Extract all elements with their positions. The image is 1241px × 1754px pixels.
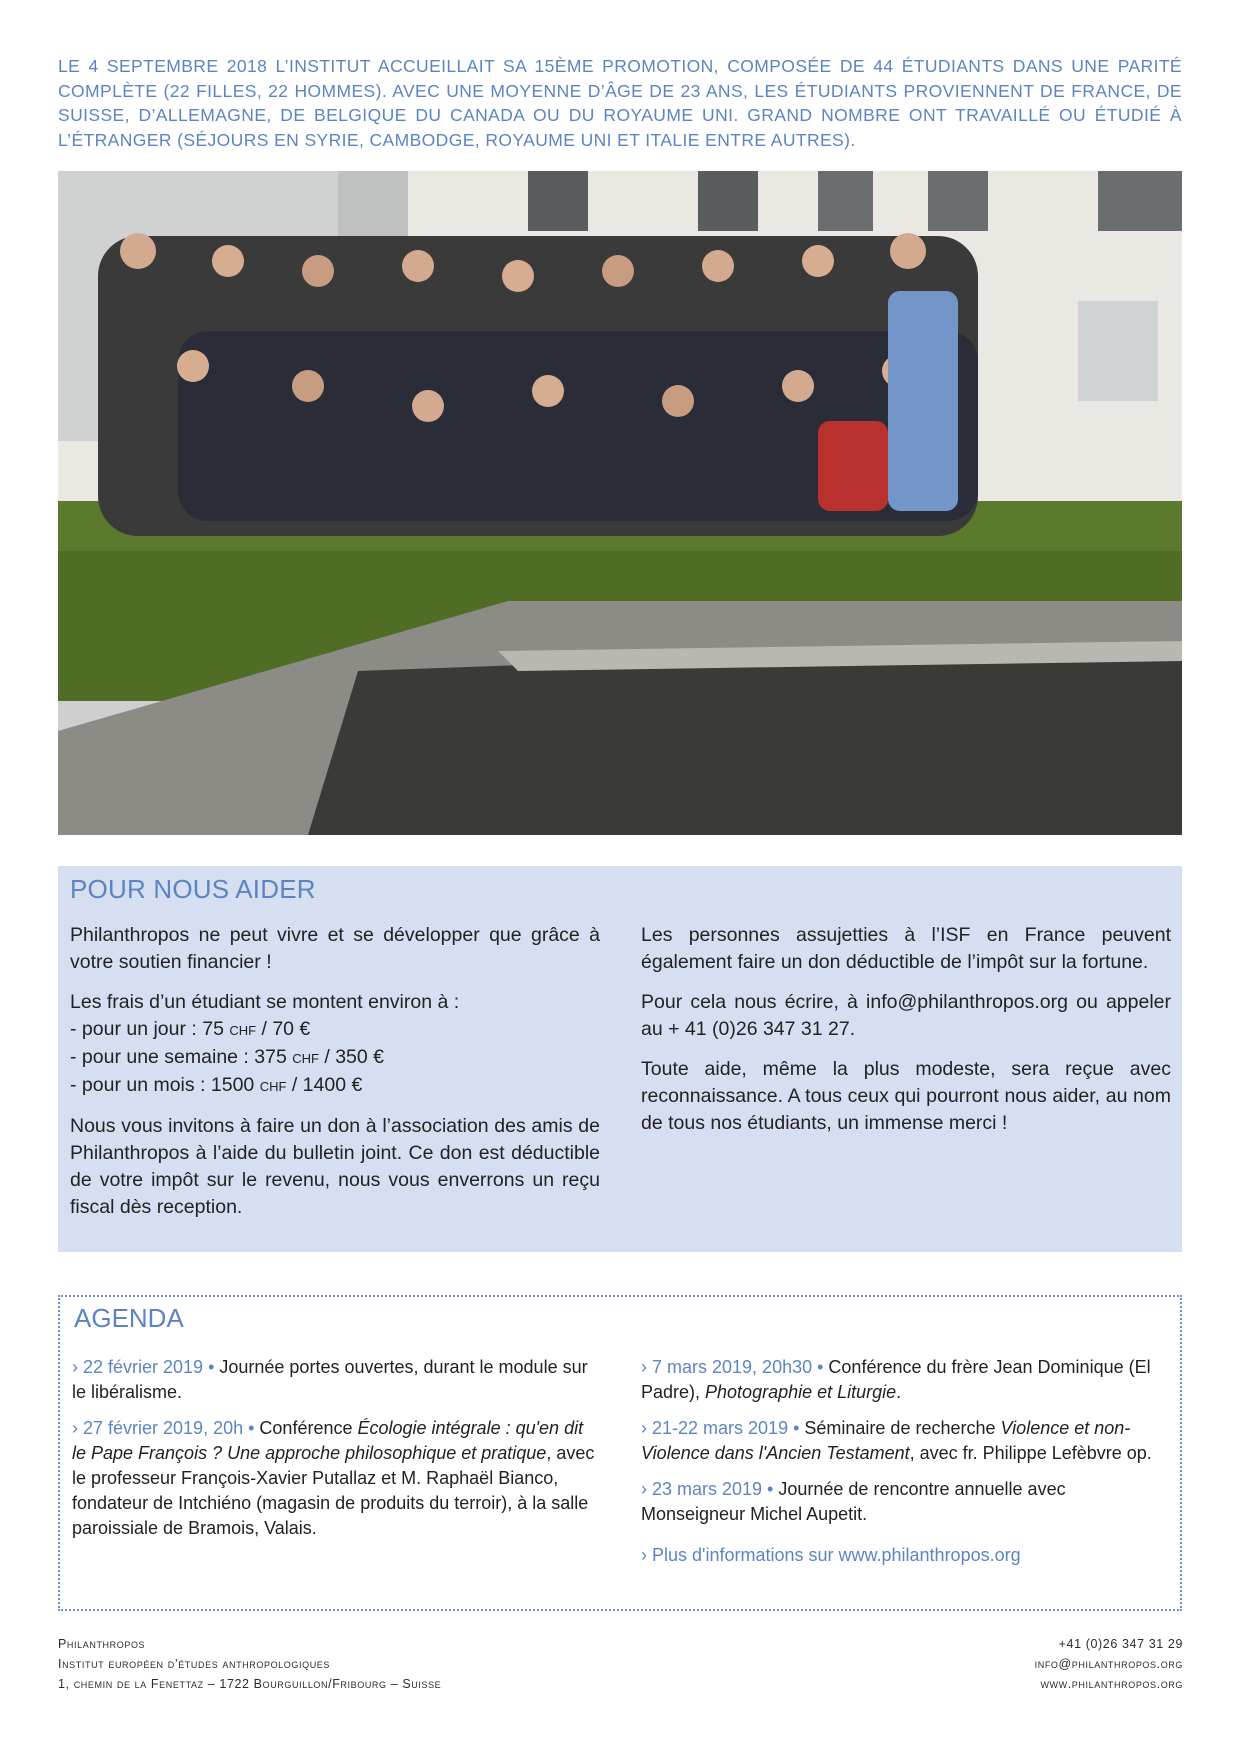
cost-month-label: - pour un mois :	[70, 1074, 211, 1096]
cost-month-chf-unit: CHF	[259, 1079, 287, 1094]
agenda-item	[641, 1416, 1171, 1466]
cost-day-eur: / 70 €	[256, 1018, 311, 1040]
more-info-link[interactable]: › Plus d'informations sur www.philanthropos.org	[641, 1545, 1021, 1565]
agenda-item	[72, 1355, 602, 1405]
agenda-title: AGENDA	[74, 1303, 184, 1333]
isf-paragraph: Les personnes assujetties à l’ISF en France peuvent également faire un don déductible de l’impôt sur la fortune.	[641, 924, 1171, 973]
agenda-text: Conférence du frère Jean Dominique (El Padre),	[641, 1357, 1151, 1402]
donation-right-column	[641, 922, 1171, 1150]
donation-box	[58, 866, 1182, 1252]
footer-phone: +41 (0)26 347 31 29	[1058, 1637, 1183, 1651]
contact-paragraph: Pour cela nous écrire, à info@philanthropos.org ou appeler au + 41 (0)26 347 31 27.	[641, 991, 1171, 1040]
agenda-text: , avec le professeur François-Xavier Putallaz et M. Raphaël Bianco, fondateur de Intchiéno (magasin de produits du terroir), à la salle paroissiale de Bramois, Valais.	[72, 1443, 595, 1538]
cost-month-eur: / 1400 €	[286, 1074, 363, 1096]
cost-day-label: - pour un jour :	[70, 1018, 203, 1040]
agenda-event-title: Écologie intégrale : qu'en dit le Pape François ? Une approche philosophique et pratique	[72, 1418, 584, 1463]
footer-address-block	[58, 1634, 441, 1694]
agenda-text: .	[896, 1382, 902, 1402]
cost-week-chf: 375	[254, 1046, 293, 1068]
agenda-text: Journée de rencontre annuelle avec Monseigneur Michel Aupetit.	[641, 1479, 1066, 1524]
cost-week-chf-unit: CHF	[292, 1051, 319, 1066]
agenda-date: › 7 mars 2019, 20h30 •	[641, 1357, 824, 1377]
agenda-text: Conférence	[254, 1418, 358, 1438]
donation-left-column	[70, 922, 600, 1234]
thanks-paragraph: Toute aide, même la plus modeste, sera reçue avec reconnaissance. A tous ceux qui pourront nous aider, au nom de tous nos étudiants, un immense merci !	[641, 1058, 1171, 1134]
agenda-event-title: Photographie et Liturgie	[705, 1382, 897, 1402]
footer-address: 1, chemin de la Fenettaz – 1722 Bourguillon/Fribourg – Suisse	[58, 1677, 442, 1691]
donation-invitation: Nous vous invitons à faire un don à l’association des amis de Philanthropos à l’aide du bulletin joint. Ce don est déductible de votre impôt sur le revenu, nous vous enverrons un reçu fiscal dès reception.	[70, 1115, 600, 1218]
costs-intro: Les frais d’un étudiant se montent environ à :	[70, 991, 460, 1013]
agenda-date: › 22 février 2019 •	[72, 1357, 215, 1377]
cost-day-chf-unit: CHF	[229, 1023, 257, 1038]
cost-month-chf: 1500	[210, 1074, 260, 1096]
agenda-box	[58, 1295, 1182, 1611]
agenda-date: › 23 mars 2019 •	[641, 1479, 774, 1499]
group-photo	[58, 171, 1182, 835]
agenda-text: , avec fr. Philippe Lefèbvre op.	[909, 1443, 1152, 1463]
footer-email[interactable]: info@philanthropos.org	[1034, 1657, 1183, 1671]
agenda-date: › 27 février 2019, 20h •	[72, 1418, 255, 1438]
agenda-item	[641, 1355, 1171, 1405]
cost-week-label: - pour une semaine :	[70, 1046, 255, 1068]
cost-day-chf: 75	[202, 1018, 230, 1040]
footer-website[interactable]: www.philanthropos.org	[1040, 1677, 1183, 1691]
footer-subtitle: Institut européen d’études anthropologiques	[58, 1657, 330, 1671]
agenda-item	[641, 1477, 1171, 1527]
donation-intro: Philanthropos ne peut vivre et se développer que grâce à votre soutien financier !	[70, 924, 600, 973]
footer-contact-block	[1035, 1634, 1183, 1694]
agenda-right-column	[641, 1355, 1171, 1568]
footer-org-name: Philanthropos	[58, 1637, 146, 1651]
agenda-left-column	[72, 1355, 602, 1552]
agenda-text: Séminaire de recherche	[799, 1418, 1001, 1438]
costs-list	[70, 989, 600, 1100]
intro-paragraph: LE 4 SEPTEMBRE 2018 L’INSTITUT ACCUEILLAIT SA 15ÈME PROMOTION, COMPOSÉE DE 44 ÉTUDIANTS DANS UNE PARITÉ COMPLÈTE (22 FILLES, 22 HOMMES). AVEC UNE MOYENNE D’ÂGE DE 23 ANS, LES ÉTUDIANTS PROVIENNENT DE FRANCE, DE SUISSE, D’ALLEMAGNE, DE BELGIQUE DU CANADA OU DU ROYAUME UNI. GRAND NOMBRE ONT TRAVAILLÉ OU ÉTUDIÉ À L’ÉTRANGER (SÉJOURS EN SYRIE, CAMBODGE, ROYAUME UNI ET ITALIE ENTRE AUTRES).	[58, 56, 1182, 150]
agenda-text: Journée portes ouvertes, durant le module sur le libéralisme.	[72, 1357, 588, 1402]
agenda-item	[72, 1416, 602, 1541]
agenda-date: › 21-22 mars 2019 •	[641, 1418, 800, 1438]
agenda-event-title: Violence et non-Violence dans l'Ancien Testament	[641, 1418, 1131, 1463]
donation-title: POUR NOUS AIDER	[70, 874, 316, 904]
cost-week-eur: / 350 €	[318, 1046, 385, 1068]
